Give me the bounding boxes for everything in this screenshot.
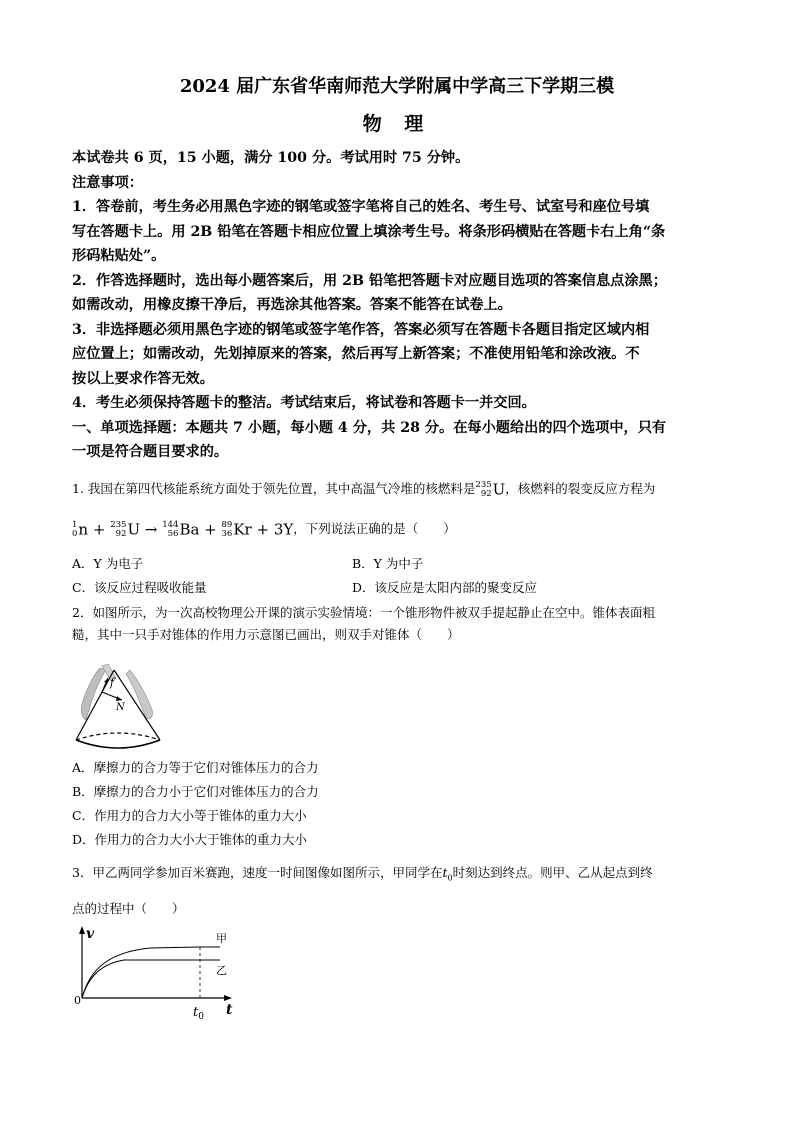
option-b[interactable]: B．摩擦力的合力小于它们对锥体压力的合力 — [72, 784, 319, 799]
note-1-end: 形码粘贴处”。 — [72, 248, 166, 264]
velocity-time-graph — [70, 924, 240, 1024]
curve-yi — [82, 960, 220, 998]
section-1-heading-cont: 一项是符合题目要求的。 — [72, 444, 229, 460]
question-2-stem: 2．如图所示，为一次高校物理公开课的演示实验情境：一个锥形物件被双手提起静止在空中。锥体表面粗 — [72, 605, 655, 620]
question-1 — [72, 478, 732, 501]
t-axis-label: t — [226, 1002, 233, 1018]
option-a[interactable]: A．摩擦力的合力等于它们对锥体压力的合力 — [72, 760, 319, 775]
question-3-stem-cont: 点的过程中（ ） — [72, 901, 185, 916]
notes-title: 注意事项： — [72, 174, 143, 191]
subject-title: 物 理 — [362, 113, 432, 135]
option-c[interactable]: C．该反应过程吸收能量 — [72, 580, 207, 595]
fuel-symbol: U — [492, 480, 506, 499]
friction-label: f — [110, 676, 115, 689]
cone-hands-figure — [72, 660, 172, 755]
t0-symbol: t — [442, 865, 448, 880]
cone-base-front — [76, 740, 160, 748]
note-3-end: 按以上要求作答无效。 — [72, 370, 214, 387]
question-2-options — [72, 756, 732, 852]
question-1-options — [72, 552, 732, 600]
v-axis-label: v — [86, 926, 95, 942]
question-3-stem: 3．甲乙两同学参加百米赛跑，速度一时间图像如图所示，甲同学在$t_0$时刻达到终点。则甲、乙从起点到终 — [72, 865, 653, 883]
curve-jia-label: 甲 — [216, 932, 227, 945]
instructions — [72, 146, 732, 465]
question-1-stem: 1. 我国在第四代核能系统方面处于领先位置，其中高温气冷堆的核燃料是 235 92 U，核燃料的裂变反应方程为 — [72, 479, 656, 499]
left-hand-shape — [81, 668, 106, 720]
normal-label: N — [116, 702, 125, 713]
note-2-cont: 如需改动，用橡皮擦干净后，再选涂其他答案。答案不能答在试卷上。 — [72, 297, 512, 313]
note-1: 1．答卷前，考生务必用黑色字迹的钢笔或签字笔将自己的姓名、考生号、试室号和座位号填 — [72, 199, 650, 215]
t0-label: $t_0$ — [193, 1005, 204, 1022]
curve-jia — [82, 947, 220, 998]
curve-yi-label: 乙 — [216, 964, 227, 977]
question-1-equation-line: 1 0 n + 235 92 U → 144 56 Ba + 89 36 Kr + 3Y，下列说法正确的是（ ） — [72, 519, 456, 539]
note-1-cont: 写在答题卡上。用 2B 铅笔在答题卡相应位置上填涂考生号。将条形码横贴在答题卡右上角“条 — [72, 223, 666, 240]
note-3: 3．非选择题必须用黑色字迹的钢笔或签字笔作答，答案必须写在答题卡各题目指定区域内相 — [72, 321, 650, 338]
exam-info: 本试卷共 6 页，15 小题，满分 100 分。考试用时 75 分钟。 — [72, 150, 470, 166]
question-3-stem-cont-block — [72, 898, 732, 920]
question-2 — [72, 602, 732, 646]
note-4: 4．考生必须保持答题卡的整洁。考试结束后，将试卷和答题卡一并交回。 — [72, 395, 536, 411]
option-d[interactable]: D．该反应是太阳内部的聚变反应 — [352, 580, 538, 595]
question-3 — [72, 862, 732, 890]
fuel-isotope-numbers: 235 92 — [475, 479, 492, 499]
question-2-stem-cont: 糙，其中一只手对锥体的作用力示意图已画出，则双手对锥体（ ） — [72, 627, 460, 642]
note-2: 2．作答选择题时，选出每小题答案后，用 2B 铅笔把答题卡对应题目选项的答案信息点涂黑； — [72, 272, 667, 289]
section-1-heading: 一、单项选择题：本题共 7 小题，每小题 4 分，共 28 分。在每小题给出的四个选项中，只有 — [72, 419, 667, 436]
exam-title: 2024 届广东省华南师范大学附属中学高三下学期三模 — [179, 76, 615, 97]
option-a[interactable]: A．Y 为电子 — [72, 556, 144, 571]
cone-base-back — [76, 733, 160, 740]
option-d[interactable]: D．作用力的合力大小大于锥体的重力大小 — [72, 832, 308, 847]
option-c[interactable]: C．作用力的合力大小等于锥体的重力大小 — [72, 808, 307, 823]
origin-label: 0 — [74, 994, 81, 1007]
option-b[interactable]: B．Y 为中子 — [352, 556, 424, 571]
note-3-cont: 应位置上；如需改动，先划掉原来的答案，然后再写上新答案；不准使用铅笔和涂改液。不 — [72, 346, 640, 362]
